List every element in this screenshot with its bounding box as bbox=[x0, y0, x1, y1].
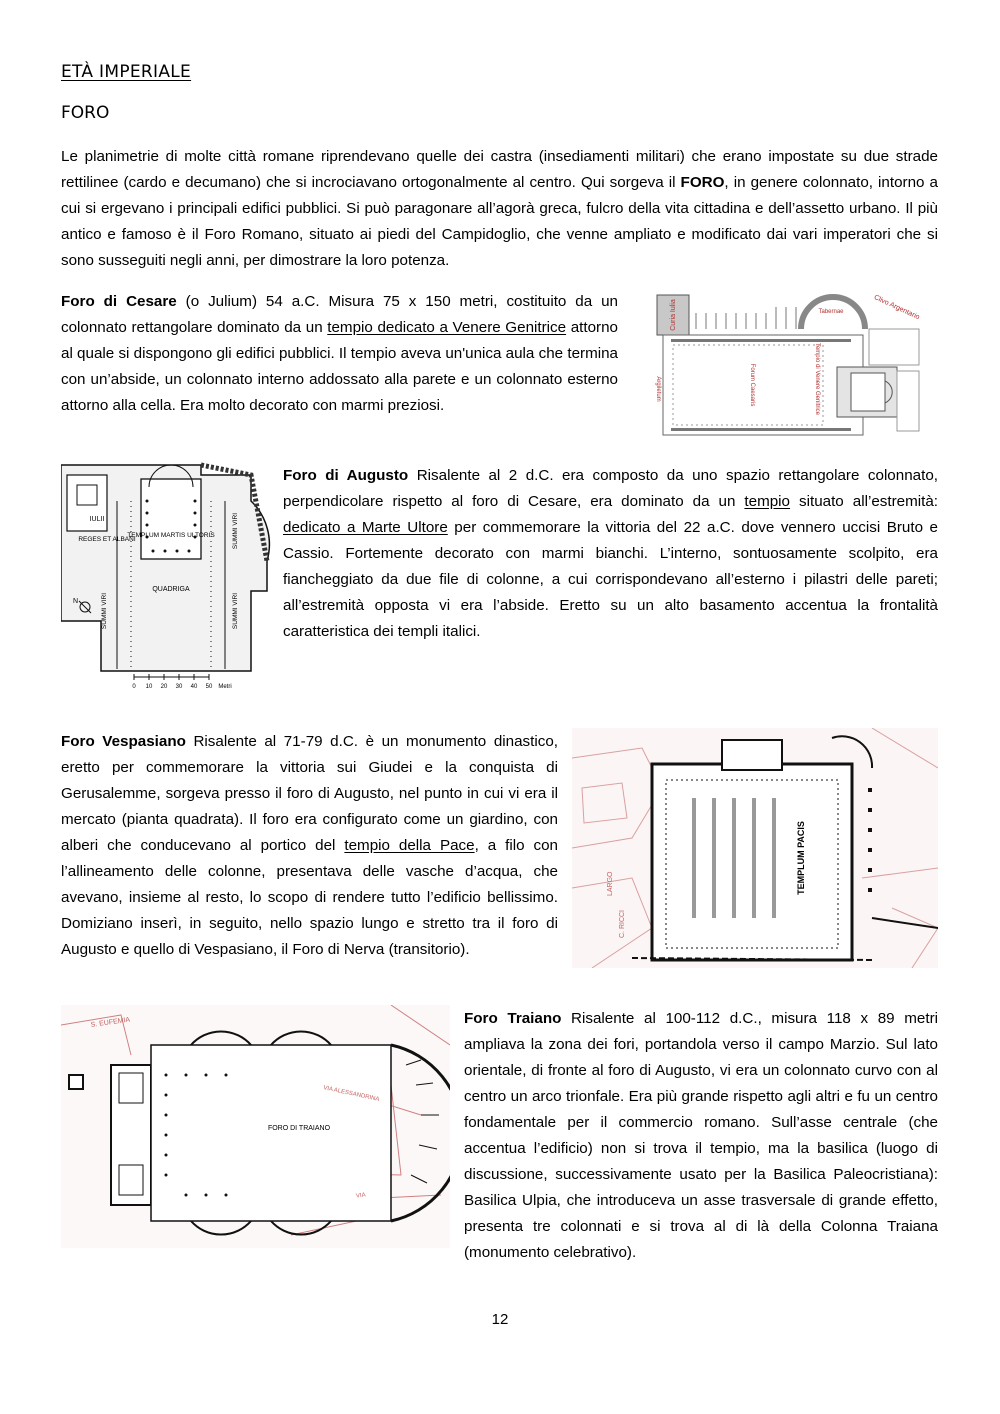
augusto-scale-0: 0 bbox=[132, 684, 136, 690]
augusto-scale-30: 30 bbox=[175, 684, 183, 690]
augusto-text-3: per commemorare la vittoria del 22 a.C. dove vennero uccisi Bruto e Cassio. Fortemente decorato con marmi bianchi. L’interno, sontuosamente scolpito, era fiancheggiato da due file di colonne, a cui corrispondevano all’esterno i pilastri delle pareti; all’estremità opposta vi era l’abside. Eretto su un alto basamento accentua la frontalità caratteristica dei templi italici. bbox=[283, 519, 938, 640]
traiano-map-foro: FORO DI TRAIANO bbox=[267, 1125, 331, 1132]
augusto-temple-link[interactable]: tempio bbox=[744, 493, 791, 510]
traiano-map-eufemia: S. EUFEMIA bbox=[90, 1016, 131, 1029]
cesare-map-curia: Curia Iulia bbox=[670, 299, 677, 331]
intro-text-1: Le planimetrie di molte città romane riprendevano quelle dei castra (insediamenti militari) che erano impostate su due strade rettilinee (cardo e decumano) che si incrociavano ortogonalmente al centro. Qui sorgeva il bbox=[61, 148, 938, 191]
augusto-scale-20: 20 bbox=[160, 684, 168, 690]
cesare-text-1: (o Julium) 54 a.C. Misura 75 x 150 metri, costituito da un colonnato rettangolare dominato da un bbox=[61, 293, 618, 336]
section-subtitle: FORO bbox=[61, 103, 110, 123]
augusto-text-2: situato all’estremità: bbox=[790, 493, 938, 510]
augusto-map-north: N bbox=[73, 598, 79, 605]
cesare-temple-link[interactable]: tempio dedicato a Venere Genitrice bbox=[327, 319, 567, 336]
augusto-plan-image bbox=[61, 461, 271, 691]
augusto-scale-10: 10 bbox=[145, 684, 153, 690]
augusto-map-reges: REGES ET ALBANI bbox=[78, 536, 136, 543]
vespasiano-map-largo: LARGO bbox=[607, 871, 614, 896]
augusto-map-summi-left: SUMMI VIRI bbox=[101, 592, 108, 630]
traiano-map-via2: VIA bbox=[355, 1192, 367, 1200]
cesare-title: Foro di Cesare bbox=[61, 293, 177, 310]
augusto-scale-50: 50 bbox=[205, 684, 213, 690]
cesare-map-forum: Forum Caesaris bbox=[749, 363, 755, 407]
cesare-map-argiletum: Argiletum bbox=[655, 376, 661, 402]
vespasiano-paragraph bbox=[61, 729, 558, 963]
traiano-title: Foro Traiano bbox=[464, 1010, 562, 1027]
intro-paragraph bbox=[61, 144, 938, 274]
augusto-title: Foro di Augusto bbox=[283, 467, 409, 484]
augusto-paragraph bbox=[283, 463, 938, 645]
augusto-map-iulii: IULII bbox=[89, 516, 105, 523]
cesare-map-clivo: Clivo Argentario bbox=[872, 294, 921, 322]
augusto-scale-unit: Metri bbox=[218, 684, 232, 690]
cesare-paragraph bbox=[61, 289, 618, 419]
vespasiano-map-ricci: C. RICCI bbox=[619, 910, 626, 938]
traiano-map-via: VIA ALESSANDRINA bbox=[322, 1085, 380, 1103]
augusto-map-quadriga: QUADRIGA bbox=[152, 586, 190, 593]
augusto-marte-link[interactable]: dedicato a Marte Ultore bbox=[283, 519, 448, 536]
augusto-map-summi-right-top: SUMMI VIRI bbox=[232, 512, 239, 550]
cesare-map-tabernae: Tabernae bbox=[818, 309, 844, 315]
section-title: ETÀ IMPERIALE bbox=[61, 62, 192, 82]
page-number: 12 bbox=[491, 1311, 509, 1328]
cesare-map-tempio: Tempio di Venere Genitrice bbox=[814, 342, 820, 416]
traiano-paragraph bbox=[61, 1006, 938, 1266]
vespasiano-title: Foro Vespasiano bbox=[61, 733, 186, 750]
vespasiano-text-1: Risalente al 71-79 d.C. è un monumento dinastico, eretto per commemorare la vittoria sui Giudei e la conquista di Gerusalemme, sorgeva presso il foro di Augusto, nel punto in cui vi era il mercato (pianta quadrata). Il foro era configurato come un giardino, con alberi che conducevano al portico del bbox=[61, 733, 558, 854]
augusto-map-templum: TEMPLUM MARTIS ULTORIS bbox=[127, 532, 215, 539]
augusto-map-summi-right: SUMMI VIRI bbox=[232, 592, 239, 630]
vespasiano-pace-link[interactable]: tempio della Pace bbox=[344, 837, 475, 854]
vespasiano-map-templum: TEMPLUM PACIS bbox=[796, 821, 806, 895]
cesare-text-2: attorno al quale si dispongono gli edifici pubblici. Il tempio aveva un'unica aula che termina con un’abside, un colonnato interno addossato alla parete e un colonnato esterno attorno alla cella. Era molto decorato con marmi preziosi. bbox=[61, 319, 618, 414]
augusto-text-1: Risalente al 2 d.C. era composto da uno spazio rettangolare colonnato, perpendicolare rispetto al foro di Cesare, era dominato da un bbox=[283, 467, 938, 510]
cesare-plan-image bbox=[651, 289, 925, 449]
intro-bold-foro: FORO bbox=[680, 174, 725, 191]
traiano-float-spacer bbox=[61, 1006, 464, 1264]
traiano-text: Risalente al 100-112 d.C., misura 118 x 89 metri ampliava la zona dei fori, portandola verso il campo Marzio. Sul lato orientale, di fronte al foro di Augusto, vi era un colonnato curvo con al centro un arco trionfale. Era più grande rispetto agli altri e fu un centro fondamentale per il commercio romano. Sull’asse centrale (che accentua l’edificio) non si trova il tempio, ma la basilica (luogo di discussione, successivamente usato per la Basilica Paleocristiana): Basilica Ulpia, che introduceva un asse trasversale di grande effetto, presenta tre colonnati e si trova al di là della Colonna Traiana (monumento celebrativo). bbox=[464, 1010, 939, 1261]
vespasiano-text-2: , a filo con l’allineamento delle colonne, presentava delle vasche d’acqua, che avevano, insieme al resto, lo scopo di rendere tutto l’edificio bellissimo. Domiziano inserì, in seguito, nello spazio lungo e stretto tra il foro di Augusto e quello di Vespasiano, il Foro di Nerva (transitorio). bbox=[61, 837, 558, 958]
intro-text-2: , in genere colonnato, intorno a cui si ergevano i principali edifici pubblici. Si può paragonare all’agorà greca, fulcro della vita cittadina e dell’assetto urbano. Il più antico e famoso è il Foro Romano, situato ai piedi del Campidoglio, che venne ampliato e modificato dai vari imperatori che si sono susseguiti negli anni, per dimostrare la loro potenza. bbox=[61, 174, 939, 269]
augusto-scale-40: 40 bbox=[190, 684, 198, 690]
vespasiano-plan-image bbox=[572, 728, 938, 968]
